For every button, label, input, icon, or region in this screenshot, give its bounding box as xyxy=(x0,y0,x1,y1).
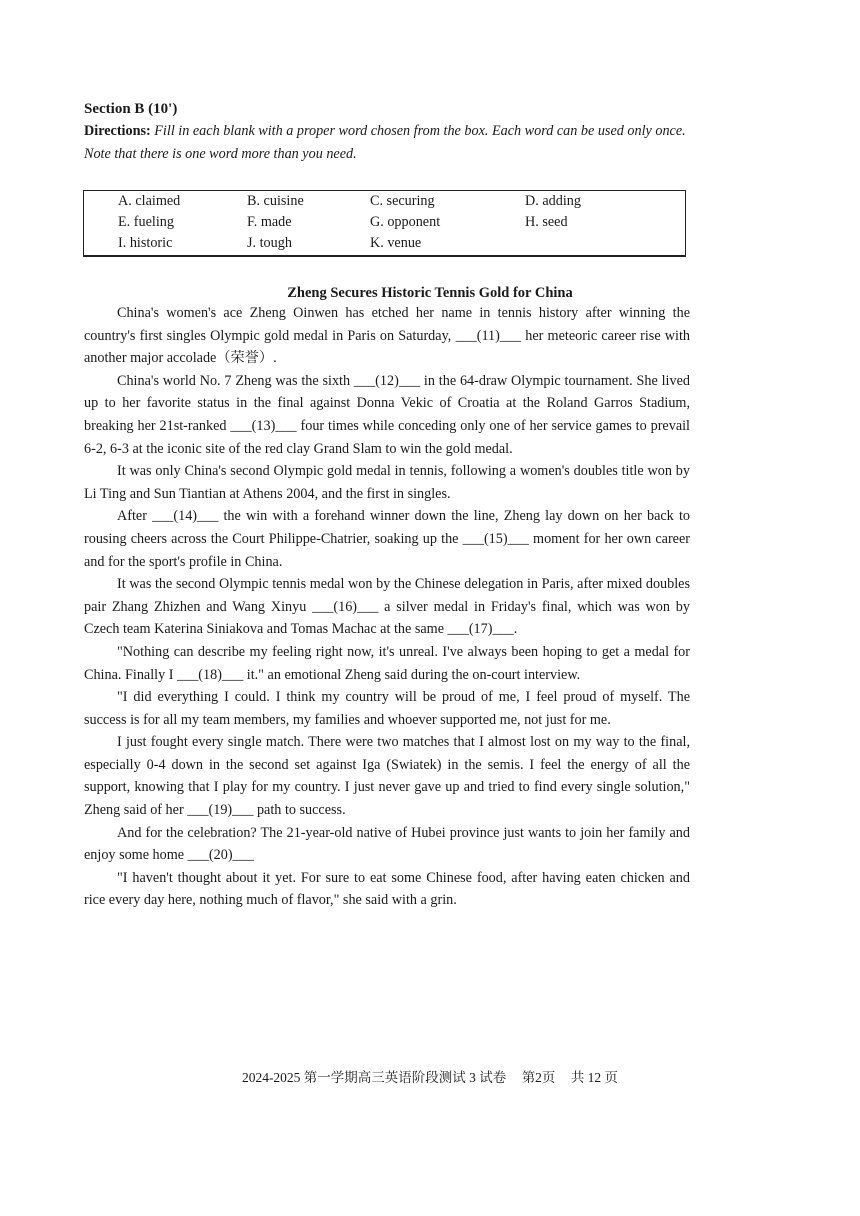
word-box xyxy=(83,190,686,257)
footer-exam-title: 2024-2025 第一学期高三英语阶段测试 3 试卷 xyxy=(241,1070,507,1085)
passage-title: Zheng Secures Historic Tennis Gold for China xyxy=(287,285,573,301)
page-footer xyxy=(0,1067,860,1090)
passage-body xyxy=(84,302,690,912)
word-option: E. fueling xyxy=(118,214,174,230)
directions xyxy=(84,120,694,165)
word-option: D. adding xyxy=(525,193,581,209)
passage-paragraph: "I haven't thought about it yet. For sure to eat some Chinese food, after having eaten chicken and rice every day here, nothing much of flavor," she said with a grin. xyxy=(84,869,690,909)
passage-paragraph: "I did everything I could. I think my country will be proud of me, I feel proud of myself. The success is for all my team members, my families and whoever supported me, not just for me. xyxy=(84,689,690,728)
passage-paragraph: I just fought every single match. There were two matches that I almost lost on my way to the final, especially 0-4 down in the second set against Iga (Swiatek) in the semis. I feel the energy of all the support, knowing that I play for my country. I just never gave up and tried to find every single solution," Zheng said of her ___(19)___ path to success. xyxy=(84,734,690,819)
word-option: F. made xyxy=(247,214,292,230)
word-option: G. opponent xyxy=(370,214,441,230)
directions-text: Fill in each blank with a proper word chosen from the box. Each word can be used only once. Note that there is one word more than you need. xyxy=(84,123,686,162)
word-option: C. securing xyxy=(370,193,435,209)
passage-paragraph: It was only China's second Olympic gold medal in tennis, following a women's doubles title won by Li Ting and Sun Tiantian at Athens 2004, and the first in singles. xyxy=(84,463,690,502)
word-option: J. tough xyxy=(247,235,292,251)
directions-label: Directions: xyxy=(84,123,151,139)
word-option: B. cuisine xyxy=(247,193,304,209)
word-option: I. historic xyxy=(118,235,173,251)
word-option: K. venue xyxy=(370,235,422,251)
footer-total-pages: 共 12 页 xyxy=(570,1070,619,1085)
word-option: A. claimed xyxy=(118,193,181,209)
footer-page-number: 第2页 xyxy=(521,1070,556,1085)
passage-paragraph: After ___(14)___ the win with a forehand winner down the line, Zheng lay down on her back to rousing cheers across the Court Philippe-Chatrier, soaking up the ___(15)___ moment for her own career and for the sport's profile in China. xyxy=(84,508,690,570)
passage-paragraph: "Nothing can describe my feeling right now, it's unreal. I've always been hoping to get a medal for China. Finally I ___(18)___ it." an emotional Zheng said during the on-court interview. xyxy=(84,643,690,683)
word-option: H. seed xyxy=(525,214,568,230)
section-title: Section B (10') xyxy=(84,101,178,117)
passage-paragraph: China's world No. 7 Zheng was the sixth ___(12)___ in the 64-draw Olympic tournament. She lived up to her favorite status in the final against Donna Vekic of Croatia at the Roland Garros Stadium, breaking her 21st-ranked ___(13)___ four times while conceding only one of her service games to prevail 6-2, 6-3 at the iconic site of the red clay Grand Slam to win the gold medal. xyxy=(84,372,690,457)
passage-paragraph: China's women's ace Zheng Oinwen has etched her name in tennis history after winning the country's first singles Olympic gold medal in Paris on Saturday, ___(11)___ her meteoric career rise with another major accolade（荣誉）. xyxy=(84,305,690,367)
passage-paragraph: And for the celebration? The 21-year-old native of Hubei province just wants to join her family and enjoy some home ___(20)___ xyxy=(84,824,690,864)
passage-paragraph: It was the second Olympic tennis medal won by the Chinese delegation in Paris, after mixed doubles pair Zhang Zhizhen and Wang Xinyu ___(16)___ a silver medal in Friday's final, which was won by Czech team Katerina Siniakova and Tomas Machac at the same ___(17)___. xyxy=(84,576,690,638)
